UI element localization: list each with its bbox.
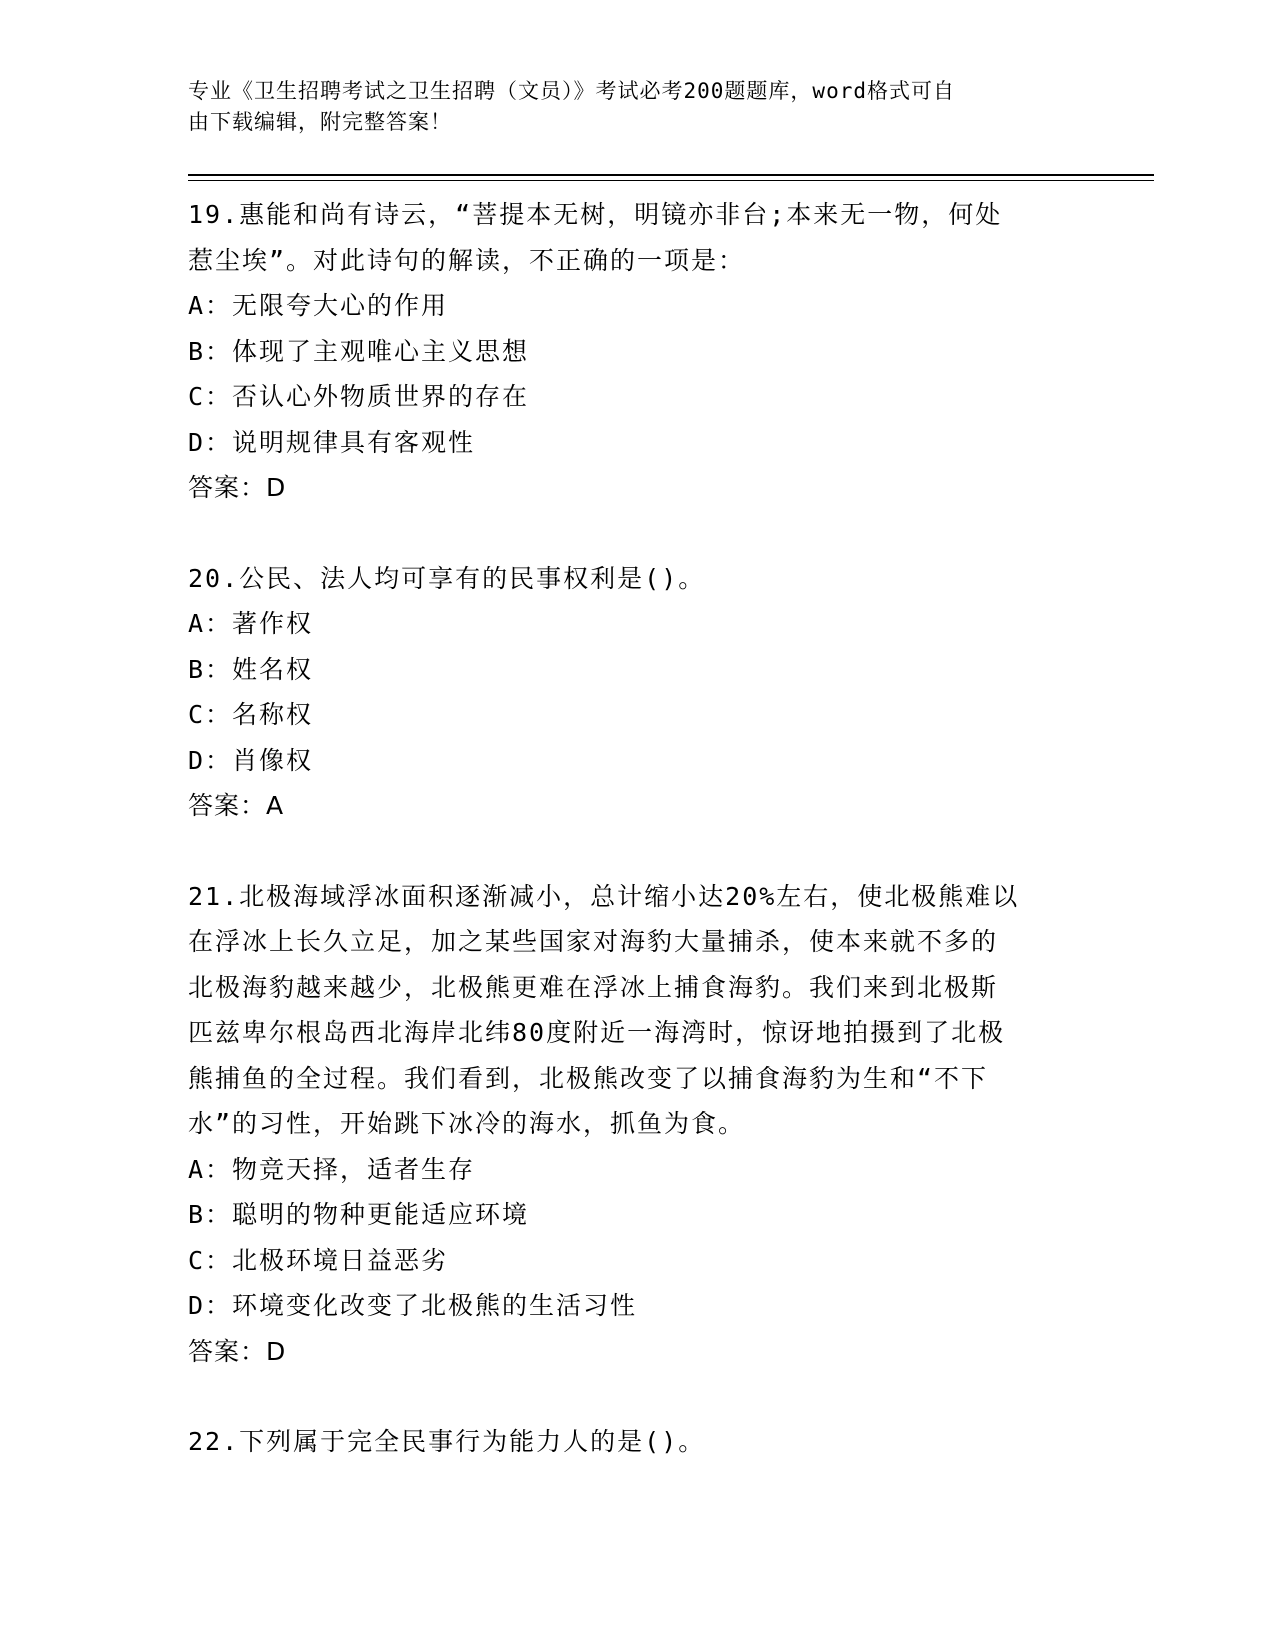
option-c: C：北极环境日益恶劣 — [188, 1245, 449, 1275]
option-b: B：聪明的物种更能适应环境 — [188, 1200, 530, 1229]
option-c: C：否认心外物质世界的存在 — [188, 382, 530, 411]
answer: 答案：A — [188, 791, 285, 820]
stem-line: 19.惠能和尚有诗云，“菩提本无树，明镜亦非台;本来无一物，何处 — [188, 200, 1003, 229]
question-stem — [188, 192, 1068, 283]
stem-line: 惹尘埃”。对此诗句的解读，不正确的一项是： — [188, 245, 746, 275]
option-a: A：物竞天择，适者生存 — [188, 1154, 476, 1184]
stem-line: 20.公民、法人均可享有的民事权利是()。 — [188, 563, 706, 593]
header-line: 由下载编辑，附完整答案！ — [188, 110, 452, 134]
question-list — [188, 192, 1068, 1465]
option-a: A：无限夸大心的作用 — [188, 291, 449, 320]
option-b: B：体现了主观唯心主义思想 — [188, 336, 530, 366]
question-21 — [188, 874, 1068, 1375]
header-divider-thin — [188, 180, 1154, 181]
answer: 答案：D — [188, 1336, 287, 1366]
question-stem — [188, 874, 1068, 1147]
stem-line: 北极海豹越来越少，北极熊更难在浮冰上捕食海豹。我们来到北极斯 — [188, 972, 999, 1002]
stem-line: 匹兹卑尔根岛西北海岸北纬80度附近一海湾时，惊讶地拍摄到了北极 — [188, 1018, 1006, 1047]
option-d: D：肖像权 — [188, 745, 314, 775]
question-22 — [188, 1419, 1068, 1465]
option-d: D：说明规律具有客观性 — [188, 427, 476, 457]
spacer — [188, 511, 1068, 556]
option-c: C：名称权 — [188, 700, 314, 729]
option-a: A：著作权 — [188, 609, 314, 638]
header-divider — [188, 174, 1154, 176]
document-header — [188, 76, 1068, 138]
stem-line: 在浮冰上长久立足，加之某些国家对海豹大量捕杀，使本来就不多的 — [188, 927, 999, 956]
stem-line: 21.北极海域浮冰面积逐渐减小，总计缩小达20%左右，使北极熊难以 — [188, 881, 1020, 911]
question-19 — [188, 192, 1068, 511]
question-stem — [188, 556, 1068, 602]
option-d: D：环境变化改变了北极熊的生活习性 — [188, 1291, 638, 1320]
option-b: B：姓名权 — [188, 654, 314, 684]
stem-line: 水”的习性，开始跳下冰冷的海水，抓鱼为食。 — [188, 1109, 746, 1138]
spacer — [188, 1374, 1068, 1419]
header-line: 专业《卫生招聘考试之卫生招聘（文员）》考试必考200题题库，word格式可自 — [188, 79, 955, 103]
spacer — [188, 829, 1068, 874]
question-stem — [188, 1419, 1068, 1465]
stem-line: 22.下列属于完全民事行为能力人的是()。 — [188, 1427, 706, 1456]
question-20 — [188, 556, 1068, 829]
stem-line: 熊捕鱼的全过程。我们看到，北极熊改变了以捕食海豹为生和“不下 — [188, 1063, 989, 1093]
answer: 答案：D — [188, 473, 287, 502]
